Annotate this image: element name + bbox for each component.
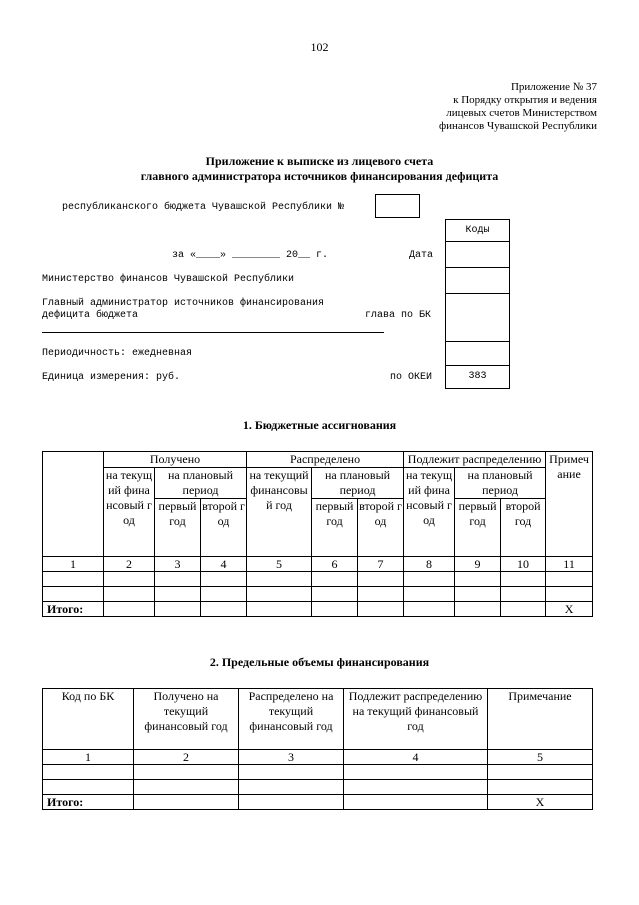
bk-code-cell[interactable] [445,293,510,342]
column-number: 8 [404,557,455,572]
ministry-code-cell[interactable] [445,267,510,294]
section1-title: 1. Бюджетные ассигнования [242,418,397,432]
table-header-cell: Примечание [546,452,593,557]
appendix-note-line: Приложение № 37 [510,81,597,93]
document-title-line: Приложение к выписке из лицевого счета [205,154,434,168]
okei-label: по ОКЕИ [390,372,433,383]
column-number: 5 [488,750,593,765]
appendix-note [337,81,597,133]
ministry-name: Министерство финансов Чувашской Республики [42,274,295,285]
table-header-cell: второй год [501,499,546,557]
periodicity-code-cell[interactable] [445,341,510,366]
section2-title: 2. Предельные объемы финансирования [209,655,430,669]
admin-line-1: Главный администратор источников финансирования [42,298,325,309]
admin-line-2: дефицита бюджета [42,310,139,321]
column-number: 2 [134,750,239,765]
table-header-cell: на текущий финансовый год [104,468,155,557]
budget-line: республиканского бюджета Чувашской Республики № [62,202,345,213]
column-number: 1 [43,750,134,765]
table-header-cell: первый год [155,499,201,557]
appendix-note-line: финансов Чувашской Республики [438,120,597,132]
table-header-cell: Код по БК [43,689,134,750]
table-row[interactable] [43,765,593,780]
table-header-row [43,689,593,750]
total-row [43,795,593,810]
column-number: 4 [201,557,247,572]
table-header-cell: на плановый период [312,468,404,499]
account-number-box[interactable] [375,194,420,218]
table-header-cell: второй год [201,499,247,557]
total-mark: X [488,795,593,810]
column-number: 3 [155,557,201,572]
date-line: за «____» ________ 20__ г. [172,250,329,261]
table-header-cell: на плановый период [455,468,546,499]
table-header-row [43,468,593,499]
bk-label: глава по БК [365,310,432,321]
column-number: 9 [455,557,501,572]
table-header-cell: Распределено [247,452,404,468]
column-number: 5 [247,557,312,572]
admin-underline [42,332,384,333]
table-header-cell: первый год [455,499,501,557]
codes-header: Коды [445,219,510,242]
date-code-cell[interactable] [445,241,510,268]
column-number-row [43,557,593,572]
document-title [0,154,639,184]
appendix-note-line: лицевых счетов Министерством [446,107,597,119]
financing-limits-table [42,688,593,810]
budget-allocations-table [42,451,593,617]
table-row[interactable] [43,587,593,602]
column-number: 6 [312,557,358,572]
column-number: 2 [104,557,155,572]
total-label: Итого: [43,602,104,617]
table-header-cell [43,452,104,557]
column-number: 7 [358,557,404,572]
periodicity: Периодичность: ежедневная [42,348,193,359]
appendix-note-line: к Порядку открытия и ведения [453,94,597,106]
total-label: Итого: [43,795,134,810]
table-row[interactable] [43,780,593,795]
column-number: 10 [501,557,546,572]
table-header-row [43,452,593,468]
okei-code-cell: 383 [445,365,510,389]
table-header-cell: Подлежит распределению [404,452,546,468]
table-header-cell: Получено [104,452,247,468]
table-header-cell: Распределено на текущий финансовый год [239,689,344,750]
table-header-cell: на текущий финансовый год [247,468,312,557]
table-header-cell: на плановый период [155,468,247,499]
table-row[interactable] [43,572,593,587]
column-number: 4 [344,750,488,765]
table-header-cell: второй год [358,499,404,557]
document-title-line: главного администратора источников финансирования дефицита [140,169,499,183]
page-number: 102 [310,40,329,54]
column-number: 11 [546,557,593,572]
column-number: 1 [43,557,104,572]
unit-of-measure: Единица измерения: руб. [42,372,181,383]
table-header-cell: на текущий финансовый год [404,468,455,557]
column-number-row [43,750,593,765]
date-label: Дата [409,250,434,261]
table-header-cell: Примечание [488,689,593,750]
table-header-cell: Получено на текущий финансовый год [134,689,239,750]
table-header-cell: первый год [312,499,358,557]
table-header-cell: Подлежит распределению на текущий финансовый год [344,689,488,750]
column-number: 3 [239,750,344,765]
total-mark: X [546,602,593,617]
total-row [43,602,593,617]
